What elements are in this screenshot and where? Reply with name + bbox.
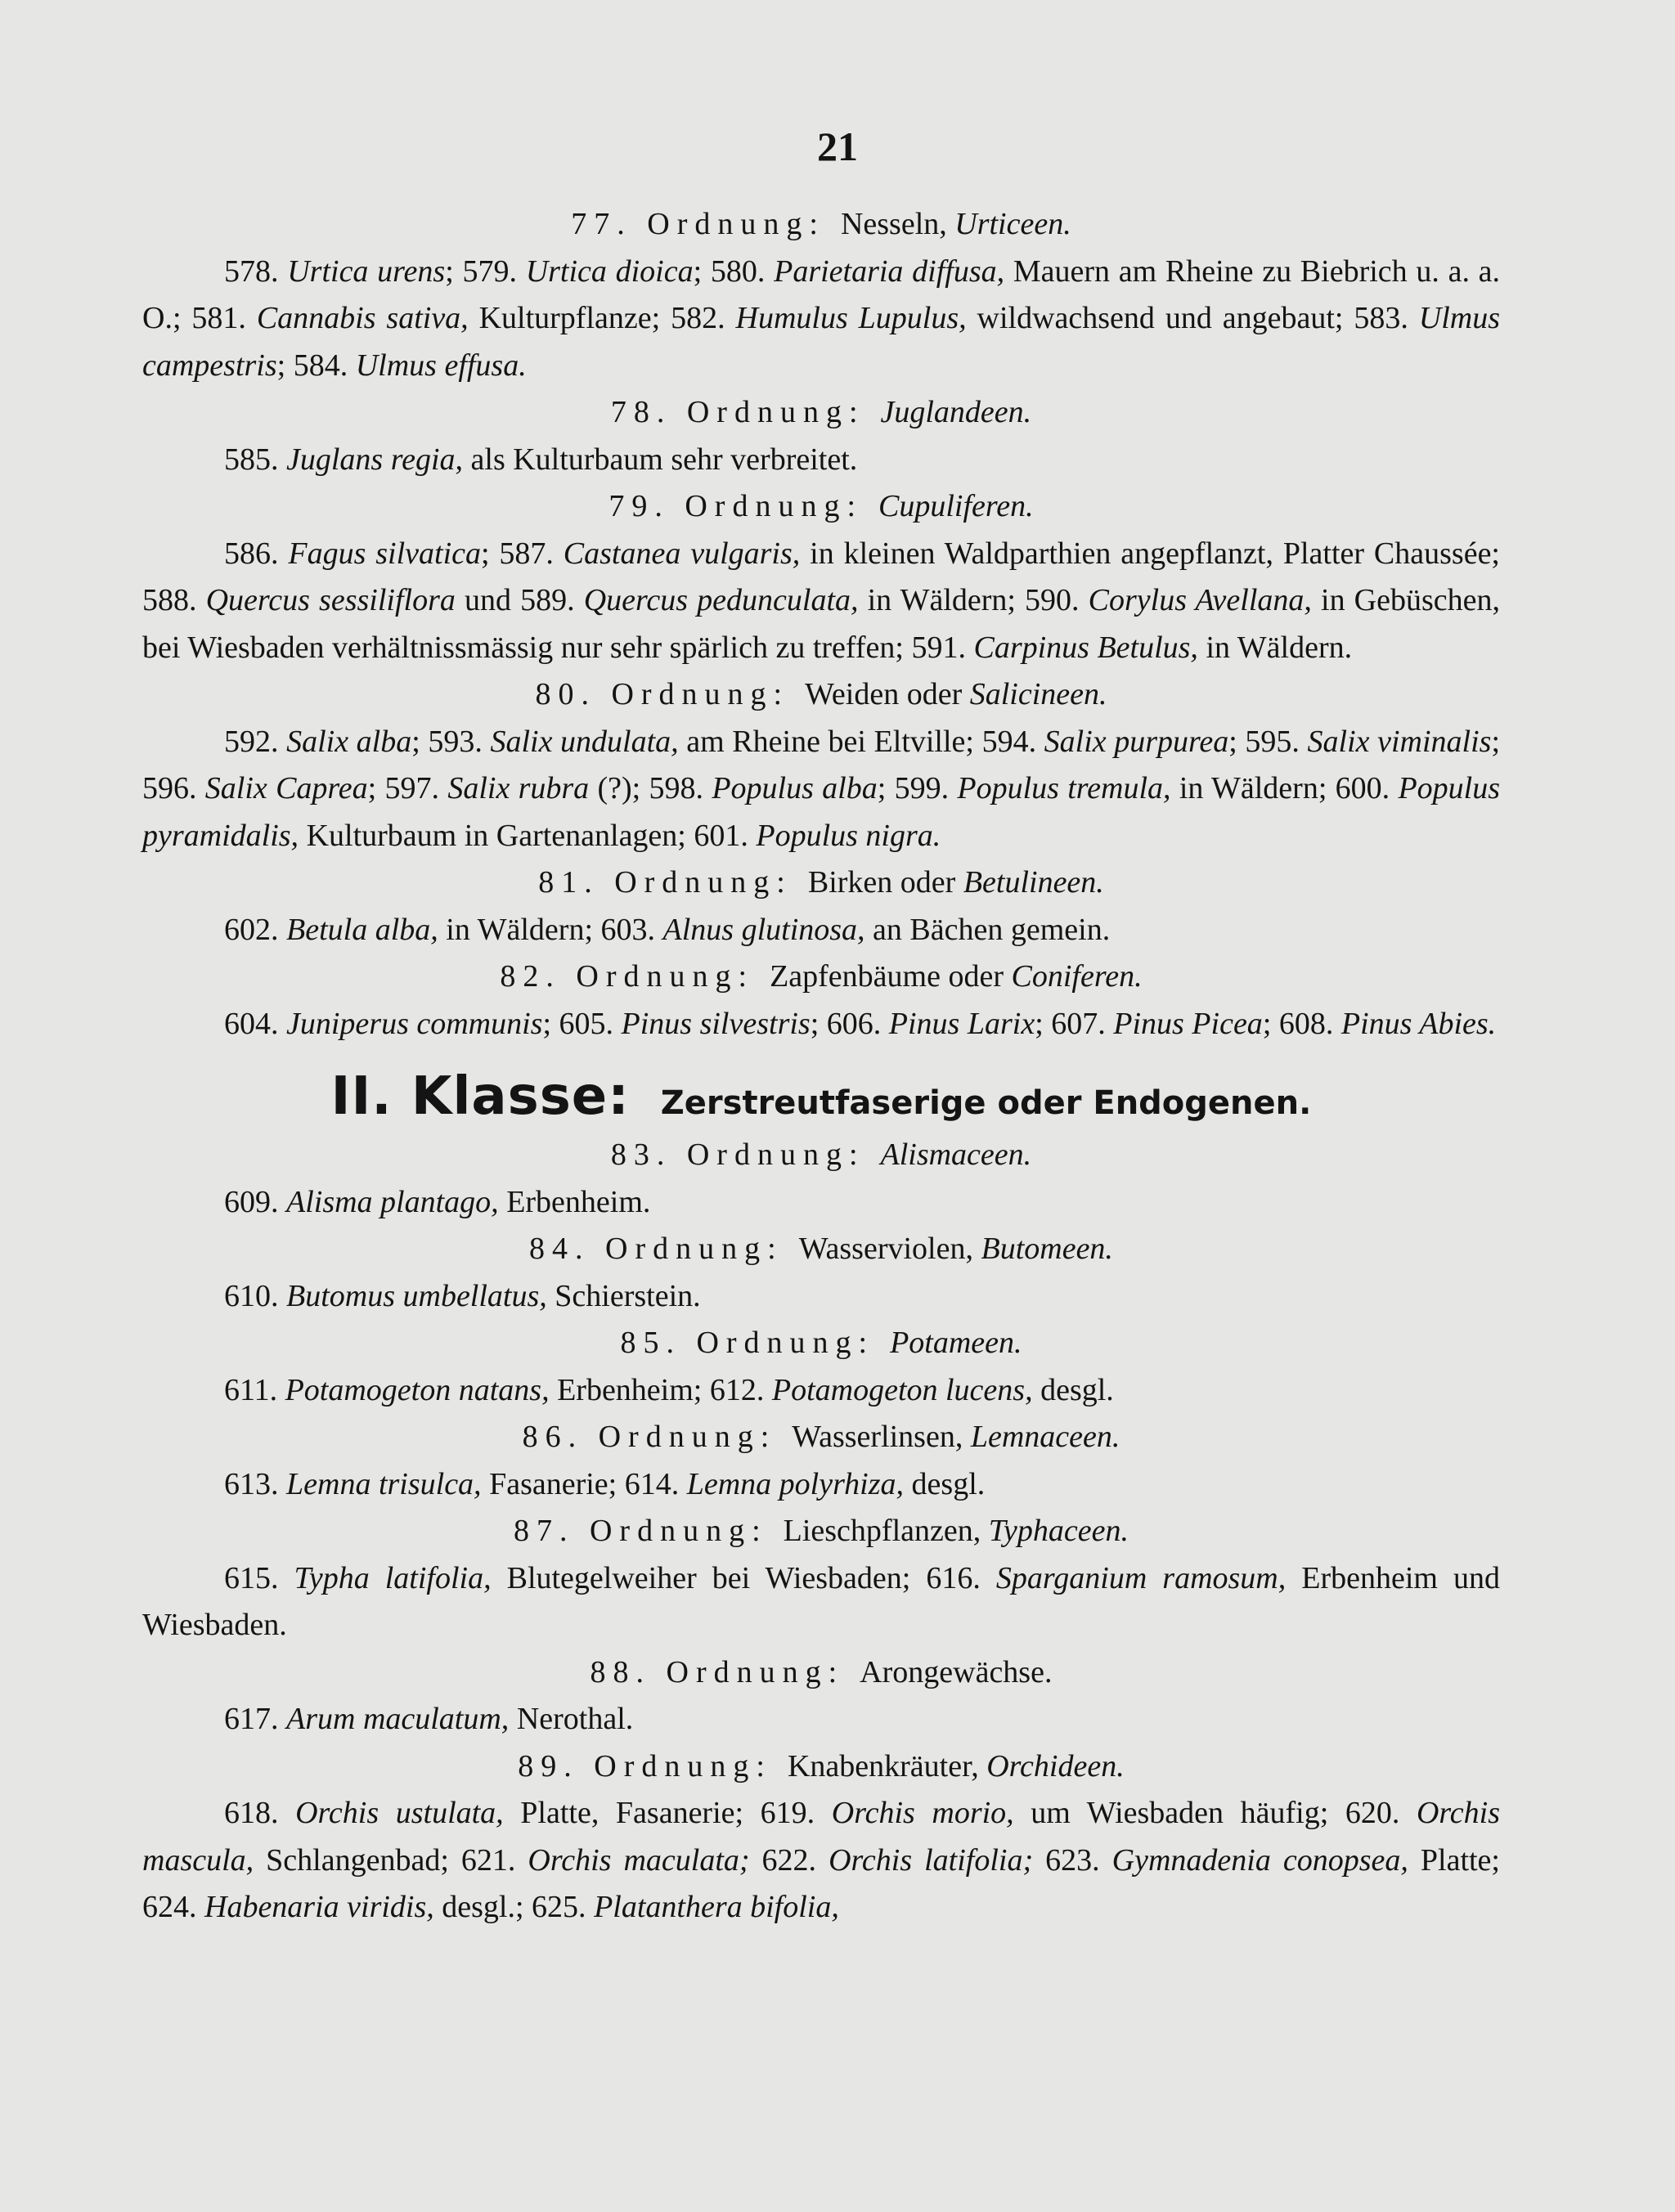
order-latin-name: Typhaceen. bbox=[988, 1514, 1129, 1548]
species-name: Ulmus effusa. bbox=[355, 348, 527, 383]
order-latin-name: Cupuliferen. bbox=[878, 489, 1034, 523]
text-run: ; 593. bbox=[411, 724, 491, 759]
species-paragraph bbox=[142, 719, 1500, 860]
species-name: Lemna trisulca, bbox=[286, 1466, 482, 1501]
text-run: 611. bbox=[224, 1372, 285, 1407]
species-name: Butomus umbellatus, bbox=[286, 1278, 547, 1313]
species-name: Habenaria viridis, bbox=[204, 1890, 434, 1924]
text-run: 623. bbox=[1033, 1842, 1112, 1878]
text-run: 622. bbox=[749, 1842, 829, 1878]
species-name: Orchis morio, bbox=[831, 1796, 1014, 1830]
text-run: 613. bbox=[224, 1466, 286, 1501]
species-name: Sparganium ramosum, bbox=[995, 1560, 1287, 1595]
order-latin-name: Lemnaceen. bbox=[970, 1420, 1120, 1454]
text-run: 615. bbox=[224, 1560, 294, 1595]
text-run: Platte, Fasanerie; 619. bbox=[503, 1796, 832, 1830]
species-paragraph bbox=[142, 1273, 1500, 1321]
text-run: 610. bbox=[224, 1278, 286, 1313]
species-name: Arum maculatum, bbox=[286, 1702, 510, 1736]
text-run: und 589. bbox=[455, 583, 584, 617]
text-run: ; 579. bbox=[445, 254, 526, 289]
text-run: 609. bbox=[224, 1184, 286, 1219]
order-label: 87. Ordnung: bbox=[513, 1514, 768, 1548]
order-label: 78. Ordnung: bbox=[610, 395, 865, 429]
species-name: Orchis maculata; bbox=[528, 1842, 750, 1878]
species-name: Populus alba bbox=[712, 771, 878, 805]
order-group-name: Wasserlinsen, bbox=[792, 1420, 971, 1454]
text-run: Platte; 624. bbox=[142, 1842, 1500, 1924]
text-run: 617. bbox=[224, 1702, 286, 1736]
page-body bbox=[142, 201, 1500, 1932]
species-name: Juniperus communis bbox=[286, 1006, 543, 1041]
text-run: 602. bbox=[224, 912, 286, 947]
species-name: Populus nigra. bbox=[756, 818, 941, 853]
order-heading bbox=[142, 483, 1500, 531]
order-group-name: Lieschpflanzen, bbox=[783, 1514, 989, 1548]
text-run: (?); 598. bbox=[589, 771, 712, 805]
species-name: Urtica dioica bbox=[525, 254, 694, 289]
order-latin-name: Butomeen. bbox=[981, 1232, 1113, 1266]
text-run: in Wäldern; 603. bbox=[438, 912, 663, 947]
text-run: Blutegelweiher bei Wiesbaden; 616. bbox=[491, 1560, 996, 1595]
order-heading bbox=[142, 859, 1500, 907]
text-run: desgl. bbox=[1032, 1372, 1114, 1407]
species-name: Potamogeton lucens, bbox=[771, 1372, 1033, 1407]
order-group-name: Wasserviolen, bbox=[798, 1232, 981, 1266]
text-run: desgl. bbox=[904, 1466, 986, 1501]
text-run: an Bächen gemein. bbox=[864, 912, 1111, 947]
species-paragraph bbox=[142, 1179, 1500, 1227]
order-group-name: Weiden oder bbox=[805, 677, 970, 711]
species-name: Urtica urens bbox=[287, 254, 446, 289]
species-name: Platanthera bifolia, bbox=[594, 1890, 839, 1924]
species-paragraph bbox=[142, 437, 1500, 484]
text-run: wildwachsend und angebaut; 583. bbox=[966, 301, 1419, 335]
order-heading bbox=[142, 1508, 1500, 1555]
species-name: Quercus pedunculata, bbox=[583, 583, 859, 617]
species-name: Lemna polyrhiza, bbox=[686, 1466, 905, 1501]
text-run: Erbenheim und Wiesbaden. bbox=[142, 1560, 1500, 1642]
species-name: Salix viminalis bbox=[1307, 724, 1492, 759]
text-run: Schierstein. bbox=[546, 1278, 701, 1313]
order-label: 77. Ordnung: bbox=[571, 207, 825, 241]
species-name: Betula alba, bbox=[286, 912, 438, 947]
text-run: Kulturpflanze; 582. bbox=[468, 301, 736, 335]
species-name: Potamogeton natans, bbox=[285, 1372, 550, 1407]
species-name: Gymnadenia conopsea, bbox=[1111, 1842, 1408, 1878]
order-heading bbox=[142, 671, 1500, 719]
text-run: ; 605. bbox=[542, 1006, 622, 1041]
species-paragraph bbox=[142, 531, 1500, 672]
text-run: ; 597. bbox=[367, 771, 448, 805]
text-run: am Rheine bei Eltville; 594. bbox=[678, 724, 1044, 759]
species-paragraph bbox=[142, 1001, 1500, 1048]
text-run: ; 599. bbox=[877, 771, 958, 805]
text-run: in Wäldern; 600. bbox=[1170, 771, 1399, 805]
order-latin-name: Urticeen. bbox=[954, 207, 1071, 241]
text-run: Schlangenbad; 621. bbox=[254, 1842, 528, 1878]
text-run: 586. bbox=[224, 536, 289, 571]
order-latin-name: Potameen. bbox=[890, 1326, 1022, 1360]
species-name: Pinus Larix bbox=[888, 1006, 1035, 1041]
species-name: Populus tremula, bbox=[957, 771, 1171, 805]
text-run: Kulturbaum in Gartenanlagen; 601. bbox=[299, 818, 757, 853]
order-heading bbox=[142, 1743, 1500, 1791]
text-run: Mauern am Rheine zu Biebrich u. a. a. O.; 581. bbox=[142, 254, 1501, 335]
order-latin-name: Salicineen. bbox=[969, 677, 1107, 711]
text-run: 618. bbox=[224, 1796, 296, 1830]
species-name: Salix alba bbox=[286, 724, 412, 759]
species-name: Quercus sessiliflora bbox=[205, 583, 456, 617]
species-paragraph bbox=[142, 1696, 1500, 1743]
order-label: 85. Ordnung: bbox=[620, 1326, 875, 1360]
text-run: ; 608. bbox=[1262, 1006, 1341, 1041]
species-name: Pinus Abies. bbox=[1340, 1006, 1497, 1041]
text-run: ; 587. bbox=[481, 536, 564, 571]
class-title: II. Klasse: bbox=[330, 1066, 630, 1127]
order-label: 81. Ordnung: bbox=[538, 865, 793, 900]
text-run: ; 580. bbox=[693, 254, 775, 289]
order-latin-name: Alismaceen. bbox=[880, 1137, 1032, 1172]
text-run: ; 584. bbox=[276, 348, 356, 383]
order-heading bbox=[142, 1320, 1500, 1367]
text-run: 592. bbox=[224, 724, 287, 759]
order-heading bbox=[142, 953, 1500, 1001]
species-name: Orchis mascula, bbox=[142, 1796, 1500, 1878]
order-label: 83. Ordnung: bbox=[610, 1137, 865, 1172]
text-run: um Wiesbaden häufig; 620. bbox=[1013, 1796, 1417, 1830]
species-name: Orchis latifolia; bbox=[829, 1842, 1034, 1878]
species-name: Castanea vulgaris, bbox=[563, 536, 801, 571]
text-run: ; 595. bbox=[1228, 724, 1308, 759]
text-run: als Kulturbaum sehr verbreitet. bbox=[463, 442, 858, 477]
species-name: Alnus glutinosa, bbox=[662, 912, 865, 947]
text-run: desgl.; 625. bbox=[433, 1890, 595, 1924]
species-paragraph bbox=[142, 1555, 1500, 1649]
page-number: 21 bbox=[817, 123, 858, 169]
order-heading bbox=[142, 389, 1500, 437]
text-run: Erbenheim. bbox=[498, 1184, 651, 1219]
order-label: 80. Ordnung: bbox=[535, 677, 790, 711]
order-group-name: Nesseln, bbox=[840, 207, 955, 241]
species-name: Salix rubra bbox=[447, 771, 590, 805]
text-run: in Wäldern. bbox=[1197, 630, 1353, 665]
species-name: Pinus silvestris bbox=[621, 1006, 811, 1041]
order-heading bbox=[142, 1414, 1500, 1461]
order-latin-name: Orchideen. bbox=[986, 1748, 1125, 1784]
order-heading bbox=[142, 1226, 1500, 1273]
text-run: 578. bbox=[224, 254, 288, 289]
species-name: Humulus Lupulus, bbox=[735, 301, 967, 335]
order-latin-name: Betulineen. bbox=[963, 865, 1104, 900]
species-name: Alisma plantago, bbox=[286, 1184, 499, 1219]
species-name: Parietaria diffusa, bbox=[774, 254, 1005, 289]
species-name: Ulmus campestris bbox=[142, 301, 1500, 383]
text-run: Erbenheim; 612. bbox=[549, 1372, 772, 1407]
order-label: 86. Ordnung: bbox=[522, 1420, 777, 1454]
order-heading bbox=[142, 1649, 1500, 1697]
species-paragraph bbox=[142, 1790, 1500, 1932]
species-name: Salix purpurea bbox=[1044, 724, 1229, 759]
text-run: Fasanerie; 614. bbox=[481, 1466, 687, 1501]
species-name: Orchis ustulata, bbox=[295, 1796, 504, 1830]
text-run: ; 607. bbox=[1035, 1006, 1114, 1041]
text-run: ; 596. bbox=[142, 724, 1500, 805]
text-run: in kleinen Waldparthien angepflanzt, Platter Chaussée; 588. bbox=[142, 536, 1500, 617]
species-name: Fagus silvatica bbox=[288, 536, 481, 571]
species-name: Cannabis sativa, bbox=[256, 301, 469, 335]
species-name: Carpinus Betulus, bbox=[973, 630, 1198, 665]
species-name: Typha latifolia, bbox=[294, 1560, 492, 1595]
order-latin-name: Juglandeen. bbox=[880, 395, 1032, 429]
text-run: in Gebüschen, bei Wiesbaden verhältnissmässig nur sehr spärlich zu treffen; 591. bbox=[142, 583, 1501, 665]
order-heading bbox=[142, 201, 1500, 249]
order-group-name: Arongewächse. bbox=[860, 1654, 1053, 1689]
text-run: 604. bbox=[224, 1006, 286, 1041]
species-name: Pinus Picea bbox=[1113, 1006, 1263, 1041]
species-paragraph bbox=[142, 1367, 1500, 1415]
order-label: 84. Ordnung: bbox=[529, 1232, 784, 1266]
species-name: Populus pyramidalis, bbox=[142, 771, 1501, 853]
order-group-name: Knabenkräuter, bbox=[787, 1748, 987, 1784]
text-run: ; 606. bbox=[810, 1006, 889, 1041]
species-name: Juglans regia, bbox=[286, 442, 464, 477]
order-label: 82. Ordnung: bbox=[500, 959, 755, 994]
text-run: 585. bbox=[224, 442, 286, 477]
species-name: Corylus Avellana, bbox=[1088, 583, 1312, 617]
order-heading bbox=[142, 1132, 1500, 1179]
species-paragraph bbox=[142, 1461, 1500, 1509]
order-label: 89. Ordnung: bbox=[518, 1748, 772, 1784]
order-group-name: Zapfenbäume oder bbox=[770, 959, 1012, 994]
order-group-name: Birken oder bbox=[807, 865, 963, 900]
class-heading bbox=[142, 1066, 1500, 1132]
order-latin-name: Coniferen. bbox=[1011, 959, 1143, 994]
class-subtitle: Zerstreutfaserige oder Endogenen. bbox=[660, 1084, 1312, 1122]
species-paragraph bbox=[142, 907, 1500, 954]
text-run: Nerothal. bbox=[509, 1702, 634, 1736]
text-run: in Wäldern; 590. bbox=[858, 583, 1089, 617]
species-name: Salix undulata, bbox=[490, 724, 679, 759]
order-label: 79. Ordnung: bbox=[608, 489, 863, 523]
species-paragraph bbox=[142, 249, 1500, 390]
order-label: 88. Ordnung: bbox=[590, 1654, 845, 1689]
species-name: Salix Caprea bbox=[204, 771, 368, 805]
